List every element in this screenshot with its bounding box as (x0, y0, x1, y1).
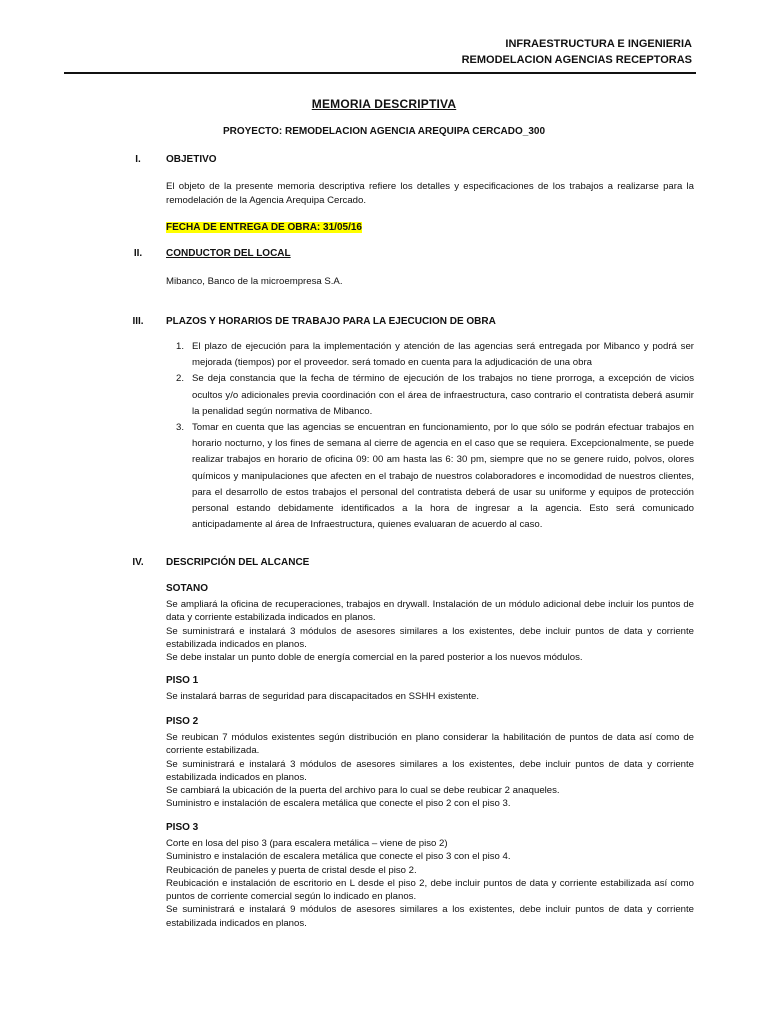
scope-piso-3 (166, 821, 694, 930)
scope-line: Se reubican 7 módulos existentes según distribución en plano considerar la habilitación de puntos de data así como de corriente estabilizada. (166, 732, 694, 757)
header-line-1: INFRAESTRUCTURA E INGENIERIA (505, 38, 692, 50)
scope-line: Reubicación e instalación de escritorio en L desde el piso 2, debe incluir puntos de data y corriente estabilizada así como puntos de corriente comercial según lo indicado en planos. (166, 877, 694, 903)
list-item (166, 420, 694, 533)
scope-piso-2-heading: PISO 2 (166, 716, 199, 727)
scope-line: Se debe instalar un punto doble de energía comercial en la pared posterior a los nuevos módulos. (166, 652, 583, 664)
section-4-number: IV. (132, 557, 144, 568)
scope-piso-1-heading: PISO 1 (166, 675, 199, 686)
scope-piso-3-heading: PISO 3 (166, 822, 199, 833)
section-1-number: I. (135, 154, 141, 165)
list-item-text: El plazo de ejecución para la implementación y atención de las agencias será entregada por Mibanco y podrá ser mejorada (tiempos) por el proveedor. será tomado en cuenta para la adjudicación de una obra (192, 341, 694, 369)
scope-sotano (166, 582, 694, 664)
scope-piso-1 (166, 674, 694, 703)
section-2-number: II. (133, 248, 143, 259)
section-1-title: OBJETIVO (166, 154, 217, 165)
document-header (462, 36, 692, 68)
list-item (166, 339, 694, 371)
scope-line: Corte en losa del piso 3 (para escalera metálica – viene de piso 2) (166, 838, 448, 849)
scope-line: Reubicación de paneles y puerta de cristal desde el piso 2. (166, 864, 417, 876)
list-item-number: 1. (175, 341, 184, 352)
header-line-2: REMODELACION AGENCIAS RECEPTORAS (461, 54, 692, 66)
scope-line: Se ampliará la oficina de recuperaciones, trabajos en drywall. Instalación de un módulo adicional debe incluir los puntos de data y corriente estabilizada indicados en planos. (166, 599, 694, 624)
list-item-number: 3. (175, 422, 184, 434)
section-4-title: DESCRIPCIÓN DEL ALCANCE (166, 557, 310, 568)
scope-line: Se cambiará la ubicación de la puerta del archivo para lo cual se debe reubicar 2 anaqueles. (166, 785, 560, 797)
list-item (166, 371, 694, 420)
project-line: PROYECTO: REMODELACION AGENCIA AREQUIPA CERCADO_300 (222, 126, 546, 137)
scope-line: Suministro e instalación de escalera metálica que conecte el piso 3 con el piso 4. (166, 851, 511, 863)
section-3-number: III. (132, 316, 144, 327)
list-item-text: Se deja constancia que la fecha de término de ejecución de los trabajos no tiene prorroga, a excepción de vicios ocultos y/o adicionales previa coordinación con el área de infraestructura, caso contrario el contratista deberá asumir la penalidad según normativa de Mibanco. (192, 373, 694, 417)
scope-line: Suministro e instalación de escalera metálica que conecte el piso 2 con el piso 3. (166, 798, 511, 810)
scope-line: Se suministrará e instalará 3 módulos de asesores similares a los existentes, debe incluir puntos de data y corriente estabilizada indicados en planos. (166, 758, 694, 783)
section-3-title: PLAZOS Y HORARIOS DE TRABAJO PARA LA EJECUCION DE OBRA (166, 316, 496, 327)
section-2-title: CONDUCTOR DEL LOCAL (166, 248, 291, 259)
scope-line: Se suministrará e instalará 9 módulos de asesores similares a los existentes, debe incluir puntos de data y corriente estabilizada indicados en planos. (166, 904, 694, 929)
scope-line: Se instalará barras de seguridad para discapacitados en SSHH existente. (166, 691, 480, 702)
section-1-text: El objeto de la presente memoria descriptiva refiere los detalles y especificaciones de los trabajos a realizarse para la remodelación de la Agencia Arequipa Cercado. (166, 181, 694, 206)
header-divider (64, 72, 696, 74)
list-item-number: 2. (175, 373, 184, 385)
scope-piso-2 (166, 715, 694, 811)
terms-list (166, 339, 694, 533)
scope-sotano-heading: SOTANO (166, 583, 209, 594)
list-item-text: Tomar en cuenta que las agencias se encuentran en funcionamiento, por lo que sólo se podrán efectuar trabajos en horario nocturno, y los fines de semana al cierre de agencia en el caso que se requiera. Excepcionalmente, se puede realizar trabajos en horario de oficina 09: 00 am hasta las 6: 30 pm, siempre que no se genere ruido, polvos, olores químicos y manipulaciones que afecten en el trabajo de nuestros colaboradores e incomodidad de nuestros clientes, para el desarrollo de estos trabajos el personal del contratista deberá de usar su uniforme y equipos de protección personal estando debidamente identificados a la hora de ingresar a la agencia. Esto será comunicado anticipadamente al área de Infraestructura, quienes evaluaran de acuerdo al caso. (192, 422, 694, 531)
delivery-date-highlight: FECHA DE ENTREGA DE OBRA: 31/05/16 (166, 222, 362, 233)
document-title: MEMORIA DESCRIPTIVA (311, 97, 457, 111)
scope-line: Se suministrará e instalará 3 módulos de asesores similares a los existentes, debe incluir puntos de data y corriente estabilizada indicados en planos. (166, 625, 694, 650)
section-2-text: Mibanco, Banco de la microempresa S.A. (166, 276, 343, 287)
